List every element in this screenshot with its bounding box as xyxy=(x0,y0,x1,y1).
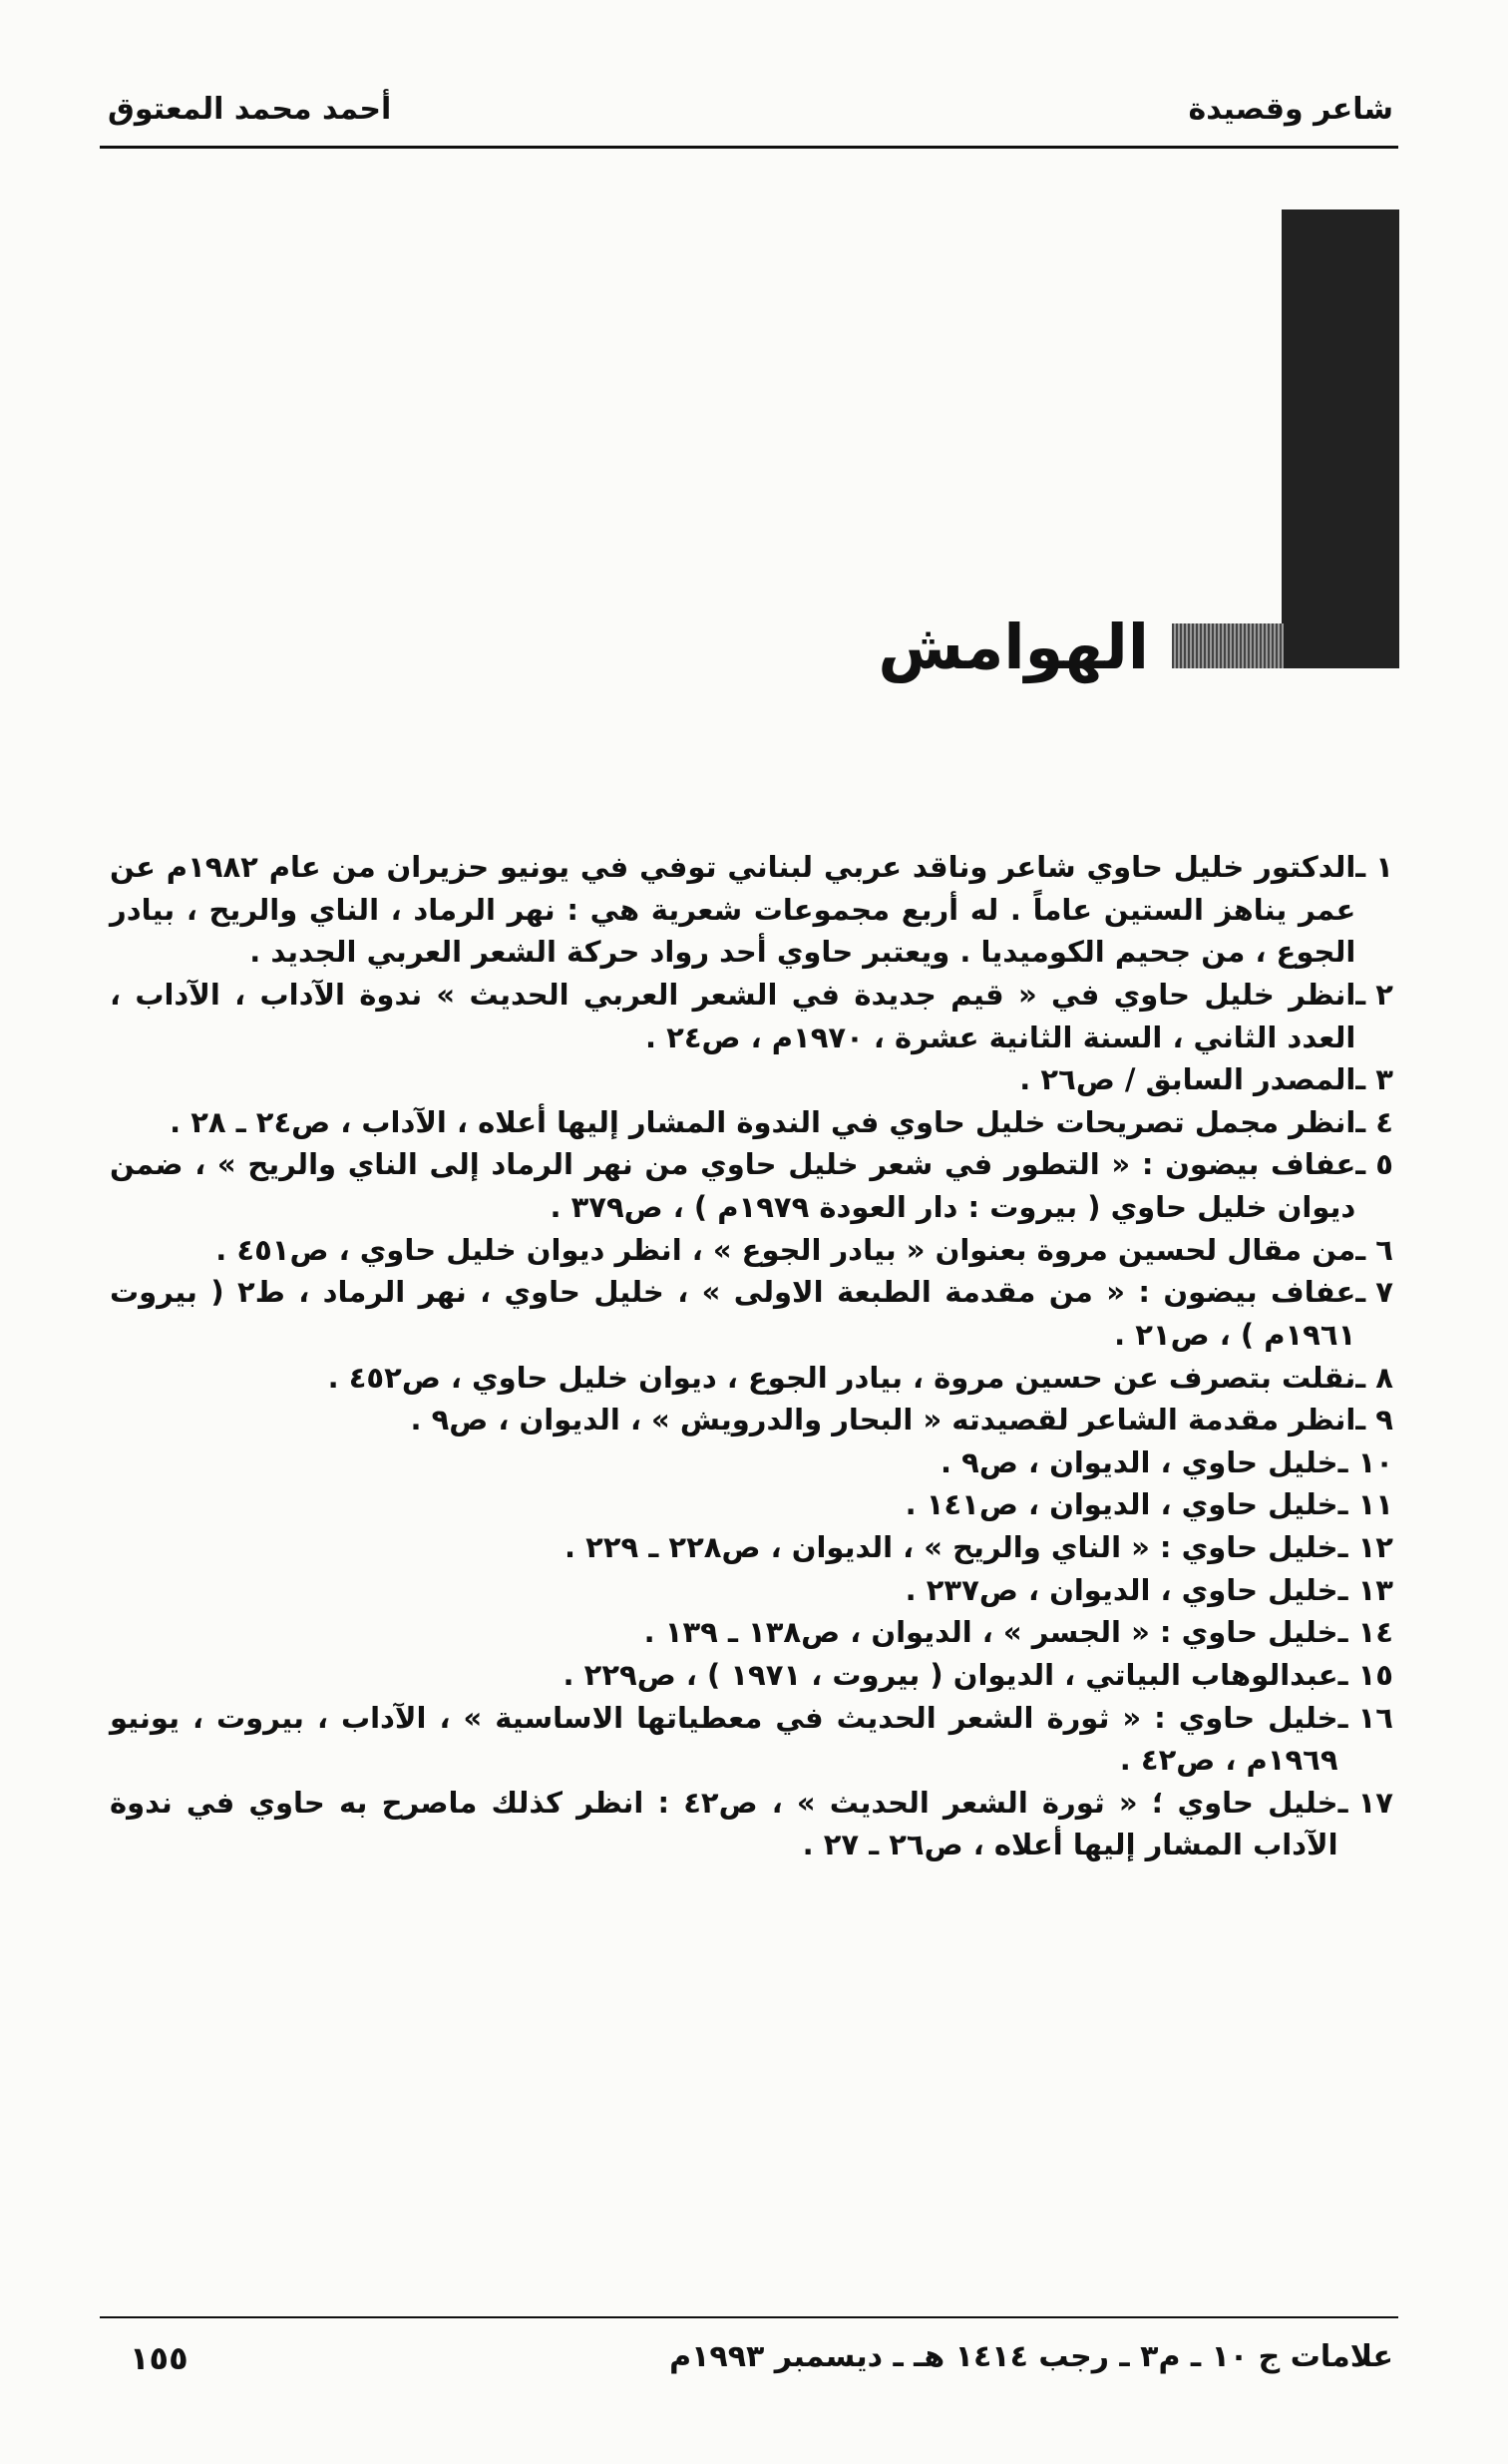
footnote-text: عبدالوهاب البياتي ، الديوان ( بيروت ، ١٩٧١ ) ، ص٢٢٩ . xyxy=(563,1657,1338,1692)
footnote-number: ٣ ـ xyxy=(1355,1062,1393,1097)
footnote-number: ١٣ ـ xyxy=(1337,1572,1393,1607)
footnote-text: نقلت بتصرف عن حسين مروة ، بيادر الجوع ، ديوان خليل حاوي ، ص٤٥٢ . xyxy=(327,1360,1356,1395)
footer-rule xyxy=(100,2316,1398,2318)
footnote-text: خليل حاوي ، الديوان ، ص١٤١ . xyxy=(905,1487,1338,1522)
footnote-text: خليل حاوي : « ثورة الشعر الحديث في معطياتها الاساسية » ، الآداب ، بيروت ، يونيو ١٩٦٩م ، ص٤٢ . xyxy=(110,1700,1338,1778)
footnote xyxy=(110,1101,1393,1144)
footnote-text: الدكتور خليل حاوي شاعر وناقد عربي لبناني توفي في يونيو حزيران من عام ١٩٨٢م عن عمر يناهز الستين عاماً . له أربع مجموعات شعرية هي : نهر الرماد ، الناي والريح ، بيادر الجوع ، من جحيم الكوميديا . ويعتبر حاوي أحد رواد حركة الشعر العربي الجديد . xyxy=(110,850,1356,970)
footnote-number: ١١ ـ xyxy=(1337,1487,1393,1522)
footnote xyxy=(110,1357,1393,1400)
footnote xyxy=(110,1526,1393,1569)
decorative-hatch xyxy=(1172,623,1284,668)
section-title: الهوامش xyxy=(878,611,1149,683)
footnote xyxy=(110,1271,1393,1356)
footnote-number: ٥ ـ xyxy=(1355,1147,1393,1182)
footnote-text: انظر مجمل تصريحات خليل حاوي في الندوة المشار إليها أعلاه ، الآداب ، ص٢٤ ـ ٢٨ . xyxy=(170,1104,1356,1139)
footnote-number: ١٢ ـ xyxy=(1337,1530,1393,1564)
footnote xyxy=(110,1143,1393,1228)
footnote-text: عفاف بيضون : « التطور في شعر خليل حاوي من نهر الرماد إلى الناي والريح » ، ضمن ديوان خليل حاوي ( بيروت : دار العودة ١٩٧٩م ) ، ص٣٧٩ . xyxy=(110,1147,1356,1224)
footnote xyxy=(110,1399,1393,1441)
footnote-number: ١٠ ـ xyxy=(1337,1444,1393,1479)
footnote xyxy=(110,974,1393,1058)
footnote xyxy=(110,1441,1393,1484)
footnote-text: انظر خليل حاوي في « قيم جديدة في الشعر العربي الحديث » ندوة الآداب ، الآداب ، العدد الثاني ، السنة الثانية عشرة ، ١٩٧٠م ، ص٢٤ . xyxy=(110,977,1356,1054)
footnote-number: ٦ ـ xyxy=(1355,1232,1393,1267)
footnote xyxy=(110,846,1393,974)
footnote-number: ٧ ـ xyxy=(1355,1275,1393,1310)
footnote-text: من مقال لحسين مروة بعنوان « بيادر الجوع » ، انظر ديوان خليل حاوي ، ص٤٥١ . xyxy=(215,1232,1356,1267)
header-rule xyxy=(100,146,1398,149)
footnote-number: ١٦ ـ xyxy=(1337,1700,1393,1735)
footnote xyxy=(110,1697,1393,1782)
footnote-number: ١ ـ xyxy=(1355,850,1393,884)
footnotes-list xyxy=(110,846,1393,1866)
footnote-text: خليل حاوي : « الجسر » ، الديوان ، ص١٣٨ ـ ١٣٩ . xyxy=(643,1615,1338,1650)
footnote-number: ١٧ ـ xyxy=(1337,1785,1393,1820)
footnote-text: خليل حاوي ؛ « ثورة الشعر الحديث » ، ص٤٢ : انظر كذلك ماصرح به حاوي في ندوة الآداب المشار إليها أعلاه ، ص٢٦ ـ ٢٧ . xyxy=(110,1785,1338,1862)
footnote xyxy=(110,1058,1393,1101)
footnote xyxy=(110,1229,1393,1272)
footnote-number: ١٥ ـ xyxy=(1337,1657,1393,1692)
footnote-text: خليل حاوي ، الديوان ، ص٢٣٧ . xyxy=(905,1572,1338,1607)
footnote-text: عفاف بيضون : « من مقدمة الطبعة الاولى » ، خليل حاوي ، نهر الرماد ، ط٢ ( بيروت ١٩٦١م ) ، ص٢١ . xyxy=(110,1275,1356,1352)
page-number: ١٥٥ xyxy=(130,2339,188,2377)
running-header-author: أحمد محمد المعتوق xyxy=(108,92,392,127)
footnote-number: ٨ ـ xyxy=(1355,1360,1393,1395)
footnote-number: ١٤ ـ xyxy=(1337,1615,1393,1650)
footnote-text: خليل حاوي ، الديوان ، ص٩ . xyxy=(941,1444,1338,1479)
footnote-number: ٩ ـ xyxy=(1355,1403,1393,1437)
footnote-text: المصدر السابق / ص٢٦ . xyxy=(1019,1062,1356,1097)
footnote-text: انظر مقدمة الشاعر لقصيدته « البحار والدرويش » ، الديوان ، ص٩ . xyxy=(410,1403,1356,1437)
footnote-text: خليل حاوي : « الناي والريح » ، الديوان ، ص٢٢٨ ـ ٢٢٩ . xyxy=(565,1530,1338,1564)
footnote xyxy=(110,1782,1393,1866)
footnote xyxy=(110,1611,1393,1654)
running-header-section: شاعر وقصيدة xyxy=(1188,92,1393,127)
footer-journal-issue: علامات ج ١٠ ـ م٣ ـ رجب ١٤١٤ هـ ـ ديسمبر ١٩٩٣م xyxy=(669,2339,1393,2374)
footnote xyxy=(110,1569,1393,1612)
footnote xyxy=(110,1483,1393,1526)
footnote-number: ٢ ـ xyxy=(1355,977,1393,1012)
footnote-number: ٤ ـ xyxy=(1355,1104,1393,1139)
decorative-bar xyxy=(1282,209,1399,668)
footnote xyxy=(110,1654,1393,1697)
